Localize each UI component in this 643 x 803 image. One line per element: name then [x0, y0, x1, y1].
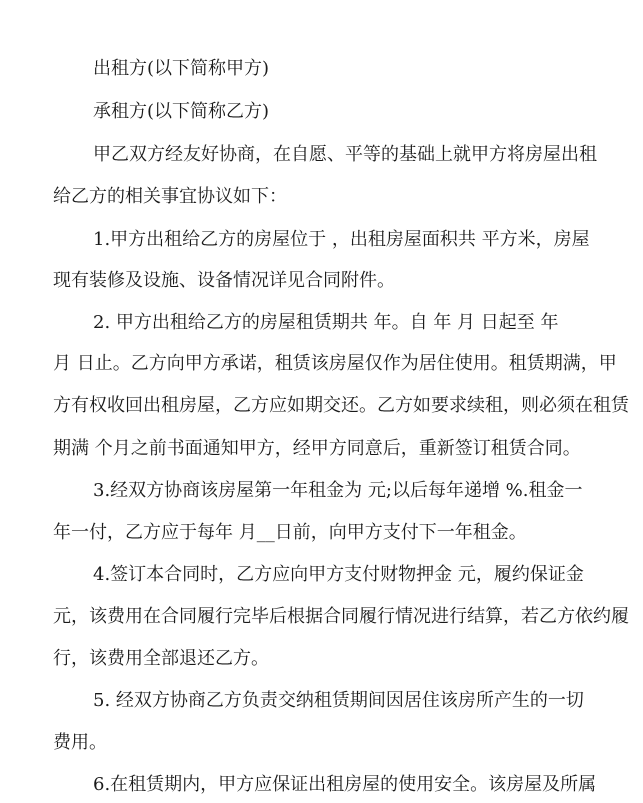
clause-4-line: 元，该费用在合同履行完毕后根据合同履行情况进行结算，若乙方依约履 [53, 606, 629, 627]
clause-1-line: 1.甲方出租给乙方的房屋位于 ，出租房屋面积共 平方米，房屋 [93, 229, 590, 250]
preamble-line: 甲乙双方经友好协商，在自愿、平等的基础上就甲方将房屋出租 [93, 144, 597, 165]
clause-5-line: 费用。 [53, 732, 107, 753]
clause-1-line: 现有装修及设施、设备情况详见合同附件。 [53, 270, 395, 291]
lessor-line: 出租方(以下简称甲方) [93, 58, 270, 79]
clause-5-line: 5. 经双方协商乙方负责交纳租赁期间因居住该房所产生的一切 [93, 690, 584, 711]
clause-2-line: 期满 个月之前书面通知甲方，经甲方同意后，重新签订租赁合同。 [53, 438, 581, 459]
clause-2-line: 方有权收回出租房屋，乙方应如期交还。乙方如要求续租，则必须在租赁 [53, 395, 629, 416]
preamble-line: 给乙方的相关事宜协议如下： [53, 186, 287, 207]
clause-6-line: 6.在租赁期内，甲方应保证出租房屋的使用安全。该房屋及所属 [93, 774, 597, 795]
clause-4-line: 4.签订本合同时，乙方应向甲方支付财物押金 元，履约保证金 [93, 564, 584, 585]
clause-3-line: 年一付，乙方应于每年 月__日前，向甲方支付下一年租金。 [53, 522, 527, 543]
lessee-line: 承租方(以下简称乙方) [93, 101, 270, 122]
clause-2-line: 2. 甲方出租给乙方的房屋租赁期共 年。自 年 月 日起至 年 [93, 312, 559, 333]
clause-3-line: 3.经双方协商该房屋第一年租金为 元;以后每年递增 %.租金一 [93, 480, 583, 501]
clause-4-line: 行，该费用全部退还乙方。 [53, 648, 269, 669]
clause-2-line: 月 日止。乙方向甲方承诺，租赁该房屋仅作为居住使用。租赁期满，甲 [53, 353, 617, 374]
